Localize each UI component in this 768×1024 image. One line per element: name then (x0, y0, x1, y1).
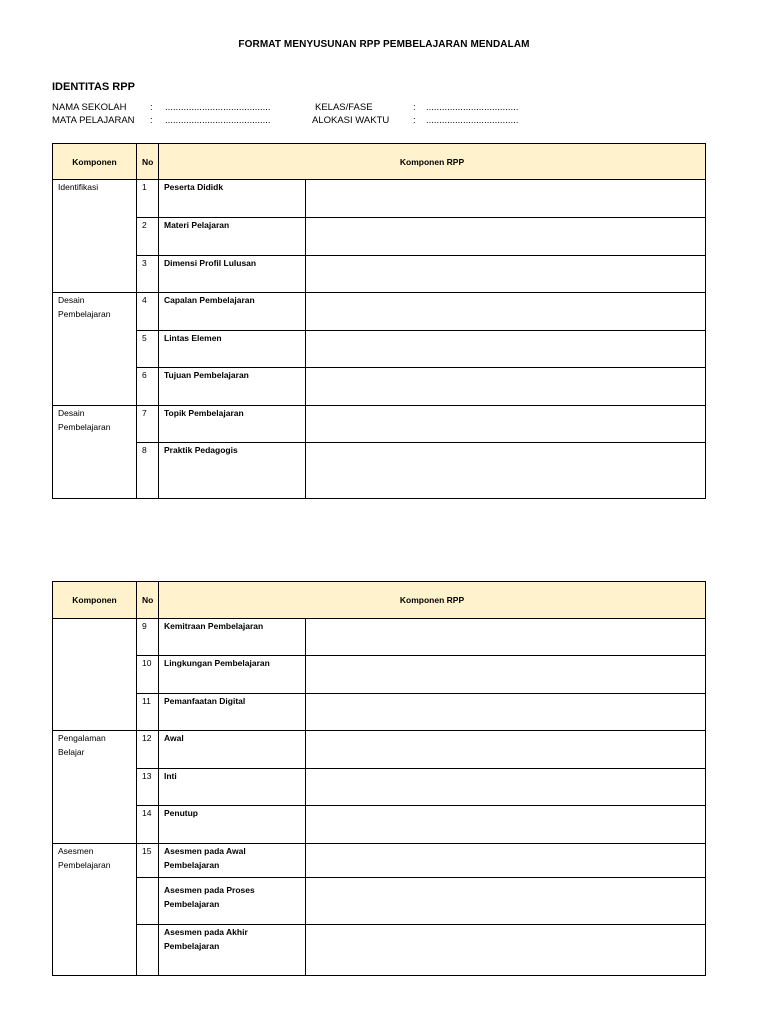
row-number: 6 (137, 368, 159, 406)
table-row (53, 925, 706, 976)
label-alokasi-waktu: ALOKASI WAKTU (312, 115, 390, 126)
component-name: Pemanfaatan Digital (159, 694, 306, 731)
table-row (53, 619, 706, 656)
table-row (53, 769, 706, 806)
component-value-cell[interactable] (306, 368, 706, 406)
component-value-cell[interactable] (306, 180, 706, 218)
row-number: 1 (137, 180, 159, 218)
component-name: Asesmen pada Akhir Pembelajaran (159, 925, 306, 976)
component-value-cell[interactable] (306, 218, 706, 256)
group-pengalaman-belajar: Pengalaman Belajar (53, 731, 137, 844)
row-number: 7 (137, 406, 159, 443)
group-blank (53, 619, 137, 731)
table-row (53, 443, 706, 499)
component-value-cell[interactable] (306, 806, 706, 844)
component-name: Asesmen pada Awal Pembelajaran (159, 844, 306, 878)
component-name: Lingkungan Pembelajaran (159, 656, 306, 694)
rpp-table-2 (52, 581, 706, 976)
field-alokasi-waktu[interactable]: ................................... (426, 115, 519, 126)
component-name: Topik Pembelajaran (159, 406, 306, 443)
component-name: Asesmen pada Proses Pembelajaran (159, 878, 306, 925)
header-no: No (137, 582, 159, 619)
row-number: 8 (137, 443, 159, 499)
component-value-cell[interactable] (306, 293, 706, 331)
row-number: 3 (137, 256, 159, 293)
component-name: Dimensi Profil Lulusan (159, 256, 306, 293)
group-asesmen-pembelajaran: Asesmen Pembelajaran (53, 844, 137, 976)
component-value-cell[interactable] (306, 331, 706, 368)
header-komponen-rpp: Komponen RPP (159, 582, 706, 619)
component-value-cell[interactable] (306, 878, 706, 925)
colon: : (413, 102, 416, 113)
table-row (53, 694, 706, 731)
label-nama-sekolah: NAMA SEKOLAH (52, 102, 127, 113)
component-name: Lintas Elemen (159, 331, 306, 368)
group-desain-pembelajaran-2: Desain Pembelajaran (53, 406, 137, 499)
row-number (137, 925, 159, 976)
component-value-cell[interactable] (306, 656, 706, 694)
table-row (53, 878, 706, 925)
component-value-cell[interactable] (306, 925, 706, 976)
component-name: Peserta Dididk (159, 180, 306, 218)
row-number: 15 (137, 844, 159, 878)
row-number (137, 878, 159, 925)
component-value-cell[interactable] (306, 844, 706, 878)
table-row (53, 656, 706, 694)
table-row (53, 406, 706, 443)
component-name: Tujuan Pembelajaran (159, 368, 306, 406)
table-row (53, 293, 706, 331)
field-kelas-fase[interactable]: ................................... (426, 102, 519, 113)
table-row (53, 331, 706, 368)
component-value-cell[interactable] (306, 731, 706, 769)
component-name: Kemitraan Pembelajaran (159, 619, 306, 656)
table-row (53, 731, 706, 769)
identitas-heading: IDENTITAS RPP (52, 81, 135, 93)
table-row (53, 256, 706, 293)
component-value-cell[interactable] (306, 769, 706, 806)
component-value-cell[interactable] (306, 443, 706, 499)
table-header-row (53, 582, 706, 619)
field-nama-sekolah[interactable]: ........................................ (165, 102, 271, 113)
colon: : (150, 115, 153, 126)
rpp-table-1 (52, 143, 706, 499)
row-number: 14 (137, 806, 159, 844)
row-number: 11 (137, 694, 159, 731)
component-value-cell[interactable] (306, 406, 706, 443)
component-name: Awal (159, 731, 306, 769)
label-kelas-fase: KELAS/FASE (315, 102, 373, 113)
table-row (53, 180, 706, 218)
label-mata-pelajaran: MATA PELAJARAN (52, 115, 135, 126)
table-header-row (53, 144, 706, 180)
table-row (53, 218, 706, 256)
component-name: Capalan Pembelajaran (159, 293, 306, 331)
row-number: 2 (137, 218, 159, 256)
row-number: 12 (137, 731, 159, 769)
row-number: 5 (137, 331, 159, 368)
component-value-cell[interactable] (306, 619, 706, 656)
colon: : (150, 102, 153, 113)
component-name: Praktik Pedagogis (159, 443, 306, 499)
group-desain-pembelajaran: Desain Pembelajaran (53, 293, 137, 406)
table-row (53, 844, 706, 878)
header-no: No (137, 144, 159, 180)
table-row (53, 806, 706, 844)
table-row (53, 368, 706, 406)
row-number: 10 (137, 656, 159, 694)
row-number: 13 (137, 769, 159, 806)
header-komponen: Komponen (53, 582, 137, 619)
colon: : (413, 115, 416, 126)
row-number: 4 (137, 293, 159, 331)
component-name: Penutup (159, 806, 306, 844)
component-value-cell[interactable] (306, 694, 706, 731)
group-identifikasi: Identifikasi (53, 180, 137, 293)
field-mata-pelajaran[interactable]: ........................................ (165, 115, 271, 126)
document-title: FORMAT MENYUSUNAN RPP PEMBELAJARAN MENDALAM (238, 39, 530, 50)
header-komponen-rpp: Komponen RPP (159, 144, 706, 180)
component-value-cell[interactable] (306, 256, 706, 293)
row-number: 9 (137, 619, 159, 656)
header-komponen: Komponen (53, 144, 137, 180)
component-name: Materi Pelajaran (159, 218, 306, 256)
component-name: Inti (159, 769, 306, 806)
